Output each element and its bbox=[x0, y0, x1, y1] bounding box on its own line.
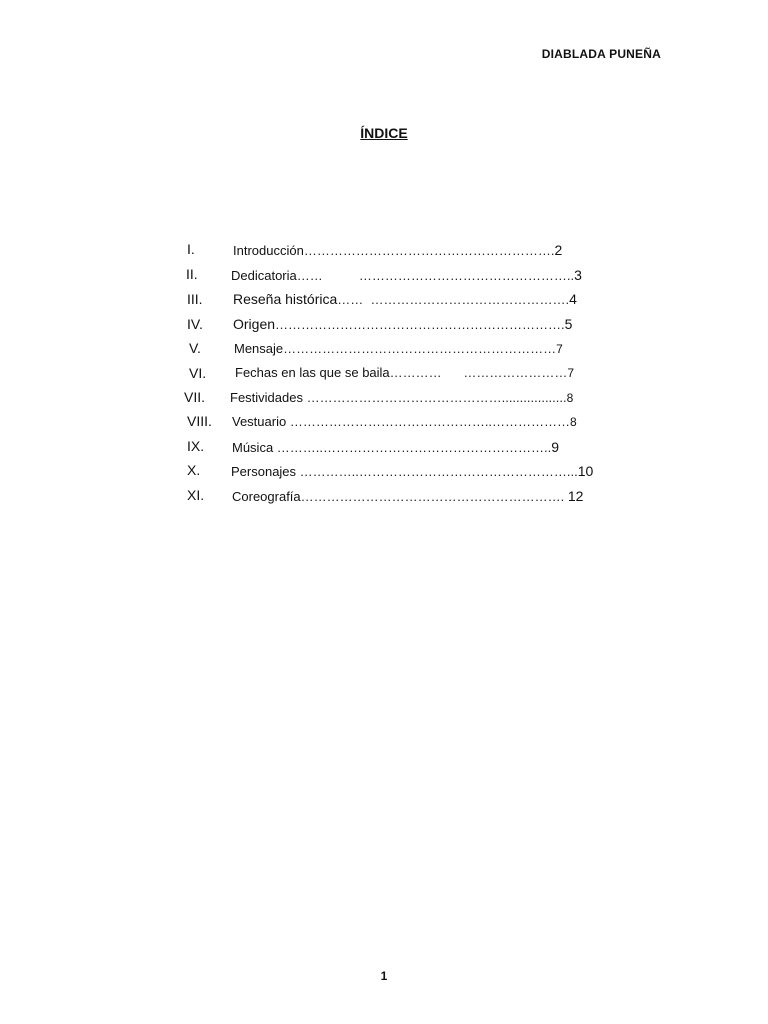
toc-page: 7 bbox=[556, 342, 563, 356]
toc-label: Festividades bbox=[230, 390, 303, 405]
toc-label: Fechas en las que se baila bbox=[235, 365, 390, 380]
toc-page: 5 bbox=[564, 316, 573, 332]
toc-number: VIII. bbox=[187, 413, 212, 429]
toc-label: Reseña histórica bbox=[233, 291, 338, 307]
toc-label: Personajes bbox=[231, 464, 297, 479]
toc-label: Música bbox=[232, 440, 274, 455]
toc-leader: …………………………………………………. bbox=[303, 243, 555, 258]
toc-number: IX. bbox=[187, 438, 205, 454]
toc-leader: ……………………………………………………. bbox=[300, 489, 568, 504]
toc-page: 12 bbox=[567, 488, 584, 504]
toc-label: Origen bbox=[233, 316, 276, 332]
toc-number: VII. bbox=[184, 389, 206, 405]
toc-page: 10 bbox=[577, 463, 594, 479]
toc-leader: ………………………………………..……………… bbox=[286, 414, 571, 429]
toc-leader: ………..…………………………………………….. bbox=[273, 440, 552, 455]
toc-text bbox=[232, 414, 577, 429]
toc-leader: …………..…………………………………………... bbox=[296, 464, 578, 479]
toc-number: II. bbox=[186, 266, 198, 282]
toc-page: 7 bbox=[567, 366, 575, 380]
toc-number: III. bbox=[187, 291, 203, 307]
toc-number: IV. bbox=[187, 316, 203, 332]
page-number: 1 bbox=[380, 969, 388, 983]
toc-leader: …………………………………………………………. bbox=[275, 317, 565, 332]
toc-label: Coreografía bbox=[232, 489, 301, 504]
toc-text bbox=[234, 341, 563, 356]
toc-text bbox=[231, 463, 593, 479]
toc-number: VI. bbox=[189, 365, 207, 381]
toc-leader: …… ………………………………………….. bbox=[296, 268, 575, 283]
toc-number: V. bbox=[189, 340, 201, 356]
toc-page: 4 bbox=[569, 291, 577, 307]
index-title: ÍNDICE bbox=[360, 125, 408, 141]
toc-page: 8 bbox=[566, 391, 574, 405]
toc-text bbox=[231, 267, 582, 283]
toc-label: Dedicatoria bbox=[231, 268, 297, 283]
toc-page: 9 bbox=[551, 439, 560, 455]
toc-text bbox=[230, 390, 573, 405]
toc-text bbox=[233, 242, 562, 258]
toc-leader: …… ………………………………………. bbox=[337, 292, 570, 307]
toc-text bbox=[233, 291, 577, 307]
toc-leader: ………… …………………… bbox=[389, 365, 568, 380]
toc-page: 2 bbox=[554, 242, 563, 258]
toc-number: X. bbox=[187, 462, 201, 478]
toc-label: Mensaje bbox=[234, 341, 284, 356]
toc-leader: ……………………………………………………… bbox=[283, 341, 557, 356]
toc-page: 3 bbox=[574, 267, 582, 283]
toc-page: 8 bbox=[570, 415, 577, 429]
toc-label: Introducción bbox=[233, 243, 304, 258]
toc-text bbox=[233, 316, 572, 332]
toc-number: I. bbox=[187, 241, 195, 257]
toc-text bbox=[232, 488, 583, 504]
toc-text bbox=[232, 439, 559, 455]
toc-number: XI. bbox=[187, 487, 205, 503]
toc-leader: ……………………………………….................. bbox=[302, 390, 567, 405]
page-header: DIABLADA PUNEÑA bbox=[541, 47, 661, 61]
toc-label: Vestuario bbox=[232, 414, 287, 429]
toc-text bbox=[235, 365, 574, 380]
